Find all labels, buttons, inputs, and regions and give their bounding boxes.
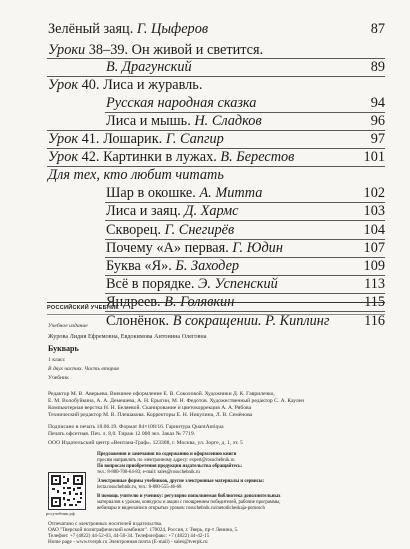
printer-info: Телефон: +7 (4822) 44-52-03, 44-50-34. Телефон/факс: +7 (4822) 44-42-15: [48, 533, 210, 539]
toc-entry-author: В. Голявкин: [164, 294, 235, 310]
info-line: вебинары и видеозаписи открытых уроков: rosuchebnik.ru/metodicheskaja-pomosch: [97, 506, 265, 511]
lesson-heading: [48, 41, 263, 59]
toc-entry-author: Г. Юдин: [232, 240, 283, 256]
qr-code-icon: [48, 472, 86, 510]
toc-entry-title: Всё в порядке.: [106, 276, 195, 292]
toc-entry: [106, 58, 385, 76]
toc-entry-page: 94: [370, 95, 385, 111]
divider: [47, 314, 385, 315]
lesson-label: Уроки: [48, 42, 86, 58]
toc-entry-page: 96: [370, 113, 385, 129]
toc-entry-page: 101: [363, 149, 385, 165]
lesson-heading: [48, 76, 202, 94]
toc-entry-page: 104: [363, 222, 385, 238]
credits-line: Технический редактор М. В. Плешакова. Корректоры Е. Н. Никулина, Л. В. Семёнова: [48, 412, 253, 418]
toc-entry-page: 103: [363, 203, 385, 219]
qr-code-pattern: [49, 473, 85, 509]
toc-entry-author: Г. Сапгир: [165, 131, 224, 147]
printer-info: Home page - www.tverpk.ru Электронная почта (E-mail) - sales@tverpk.ru: [48, 539, 208, 545]
lesson-text: 41. Лошарик.: [81, 131, 163, 147]
toc-entry-title: Слонёнок.: [106, 313, 170, 329]
lesson-label: Урок: [48, 149, 79, 165]
toc-entry-author: В сокращении. Р. Киплинг: [172, 313, 330, 329]
toc-entry-author: Русская народная сказка: [106, 95, 257, 111]
toc-entry-page: 113: [364, 276, 385, 292]
toc-entry-page: 87: [370, 21, 385, 37]
lesson-text: 40. Лиса и журавль.: [81, 77, 203, 93]
info-line: lecta.rosuchebnik.ru, тел.: 8-800-555-46-68: [97, 485, 182, 490]
toc-entry-page: 102: [363, 185, 385, 201]
toc-entry-page: 115: [364, 294, 385, 310]
lesson-label: Урок: [48, 77, 79, 93]
publisher-address: ООО Издательский центр «Вентана-Граф». 123308, г. Москва, ул. Зорге, д. 1, эт. 5: [48, 440, 243, 446]
toc-entry: [106, 94, 385, 112]
toc-entry-author: Г. Снегирёв: [164, 222, 235, 238]
toc-entry: [106, 239, 385, 257]
lesson-heading: [48, 148, 385, 166]
print-info: Печать офсетная. Печ. л. 8,0. Тираж 12 000 экз. Заказ № 7719.: [48, 431, 196, 437]
toc-entry-title: Лиса и мышь.: [106, 113, 191, 129]
toc-entry-page: 116: [364, 313, 385, 329]
toc-entry-author: Б. Заходер: [175, 258, 240, 274]
qr-caption: росучебник.рф: [46, 511, 75, 516]
info-line: Электронные формы учебников, другие электронные материалы и сервисы:: [97, 479, 265, 484]
toc-entry: [106, 112, 385, 130]
kind: Учебник: [48, 375, 69, 381]
printer-info: ОАО "Тверской полиграфический комбинат". 170024, Россия, г. Тверь, пр-т Ленина, 5.: [48, 527, 239, 533]
toc-entry-title: Почему «А» первая.: [106, 240, 229, 256]
info-line: материалов к урокам, конкурсы и акции с поощрением победителей, рабочие программы,: [97, 500, 281, 505]
toc-entry-author: А. Митта: [199, 185, 263, 201]
credits-line: Компьютерная верстка Н. Н. Беляевой. Сканирование и цветокоррекция А. А. Рябова: [48, 405, 252, 411]
lesson-text: 42. Картинки в лужах.: [81, 149, 217, 165]
info-line: просим направлять по электронному адресу: expert@rosuchebnik.ru: [97, 458, 235, 463]
toc-entry-page: 107: [363, 240, 385, 256]
credits-line: Редактор М. В. Аверьева. Внешнее оформление Е. В. Соколовой. Художники Д. К. Гаврилечко,: [48, 391, 275, 397]
toc-entry-author: Д. Хармс: [184, 203, 239, 219]
divider: [47, 302, 385, 303]
toc-entry-title: Буква «Я».: [106, 258, 172, 274]
lesson-label: Урок: [48, 131, 79, 147]
toc-entry-page: 89: [370, 59, 385, 75]
authors: Журова Лидия Ефремовна, Евдокимова Антонина Олеговна: [48, 333, 207, 340]
lesson-text: 38–39. Он живой и светится.: [88, 42, 264, 58]
toc-entry-page: 109: [363, 258, 385, 274]
toc-entry-title: Лиса и заяц.: [106, 203, 181, 219]
toc-entry-author: Э. Успенский: [198, 276, 278, 292]
toc-entry-author: В. Берестов: [220, 149, 295, 165]
info-line: По вопросам приобретения продукции издательства обращайтесь:: [97, 464, 243, 469]
book-title: Букварь: [48, 344, 79, 353]
lesson-heading: [48, 130, 385, 148]
toc-entry-title: Шар в окошке.: [106, 185, 196, 201]
edition-type: Учебное издание: [48, 323, 88, 329]
toc-entry-title: Яндреев.: [106, 294, 161, 310]
info-line: В помощь учителю и ученику: регулярно пополняемая библиотека дополнительных: [97, 494, 281, 499]
grade: 1 класс: [48, 357, 66, 363]
toc-entry: [106, 221, 385, 239]
section-heading: Для тех, кто любит читать: [48, 167, 224, 183]
toc-entry-author: Н. Сладков: [194, 113, 262, 129]
printer-info: Отпечатано с электронных носителей издательства.: [48, 521, 163, 527]
toc-entry-author: Г. Цыферов: [136, 21, 209, 37]
toc-entry-page: 97: [370, 131, 385, 147]
info-line: тел.: 8-800-700-64-83; e-mail: sales@rosuchebnik.ru: [97, 470, 200, 475]
toc-entry: [48, 20, 385, 38]
toc-entry: [106, 202, 385, 220]
print-info: Подписано в печать 18.06.19. Формат 84×108/16. Гарнитура QuantAntiqua: [48, 424, 224, 430]
credits-line: Е. М. Волобуйкина, А. А. Демешева, А. Н. Ерыгин, М. Н. Федотов. Художественный редактор С. А. Каулен: [48, 398, 305, 404]
toc-entry: [106, 184, 385, 202]
toc-entry: [106, 275, 385, 293]
toc-entry-title: Зелёный заяц.: [48, 21, 134, 37]
toc-entry-title: Скворец.: [106, 222, 162, 238]
toc-entry-author: В. Драгунский: [106, 59, 192, 75]
series-label: РОССИЙСКИЙ УЧЕБНИК: [47, 305, 120, 311]
toc-entry: [106, 257, 385, 275]
info-line: Предложения и замечания по содержанию и оформлению книги: [97, 452, 237, 457]
parts: В двух частях. Часть вторая: [48, 366, 119, 372]
